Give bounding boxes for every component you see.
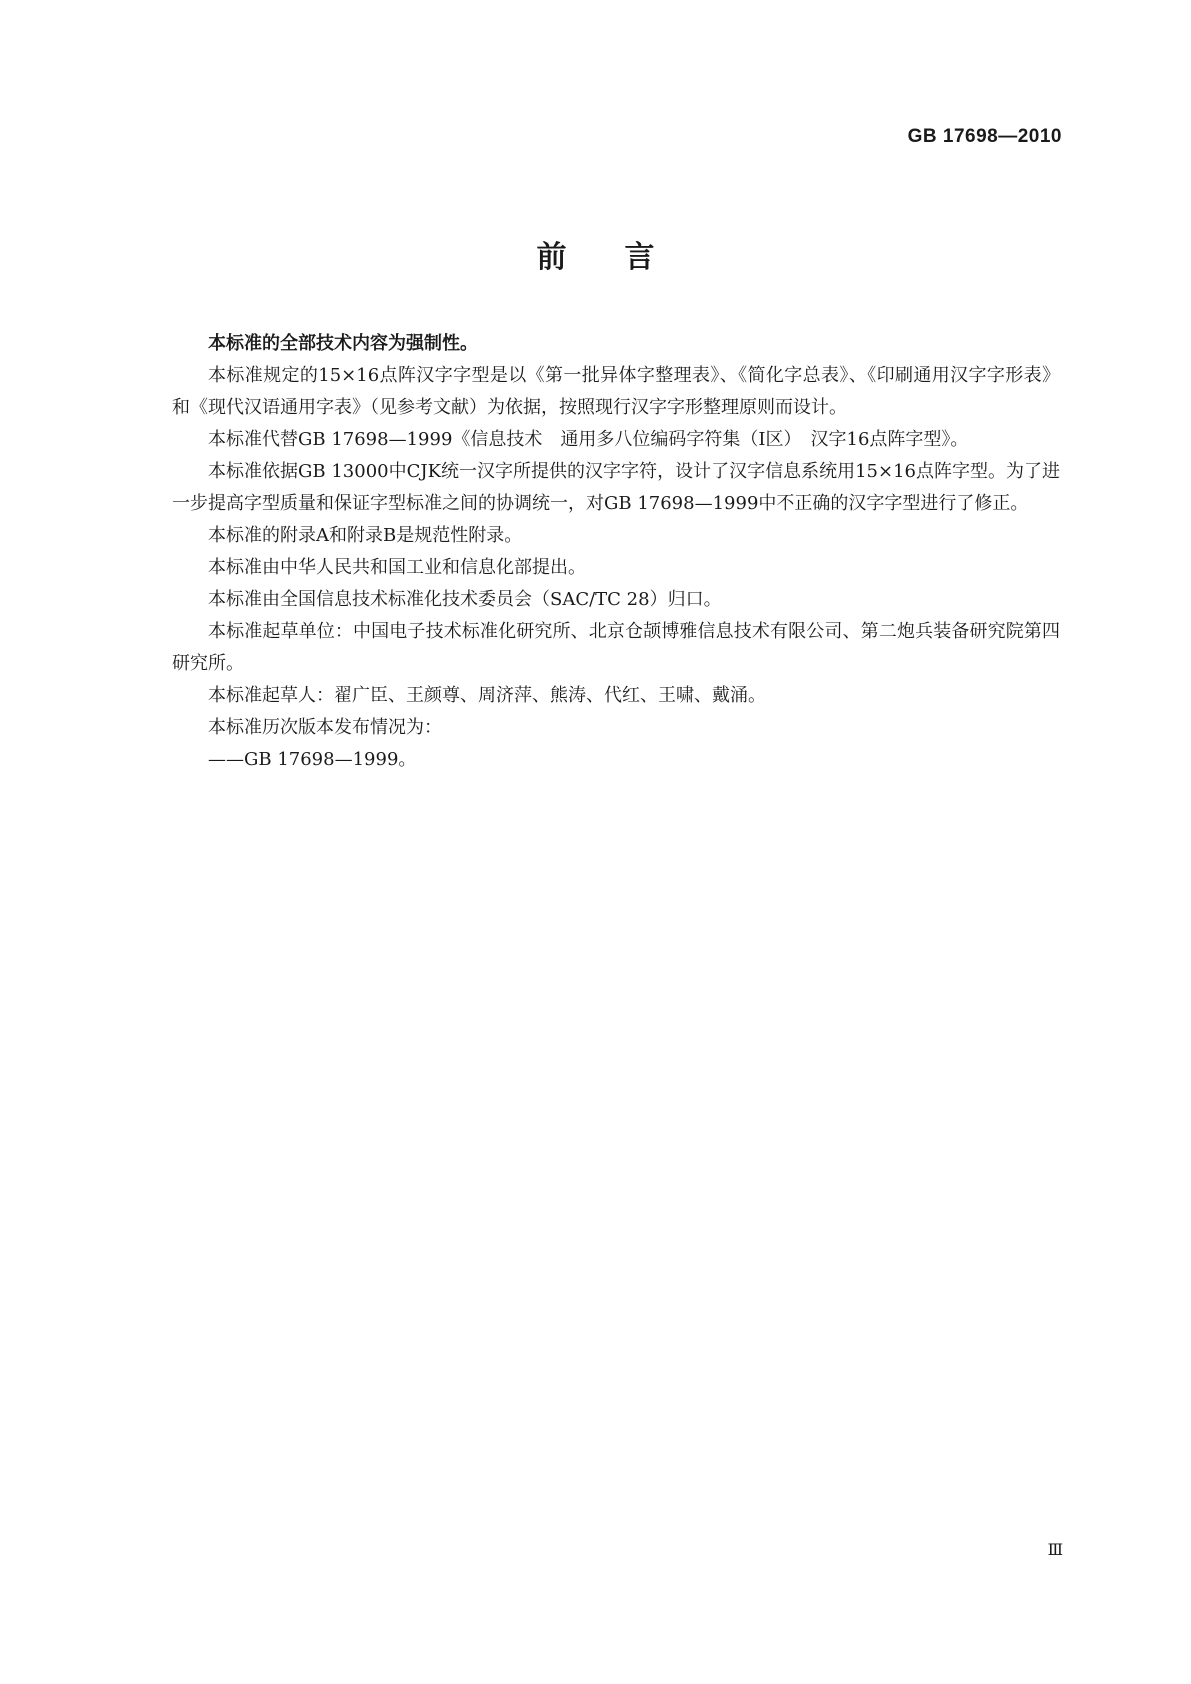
paragraph-drafting-units: 本标准起草单位：中国电子技术标准化研究所、北京仓颉博雅信息技术有限公司、第二炮兵装备研究院第四研究所。: [172, 621, 1060, 674]
paragraph-basis: 本标准规定的15×16点阵汉字字型是以《第一批异体字整理表》、《简化字总表》、《印刷通用汉字字形表》和《现代汉语通用字表》（见参考文献）为依据，按照现行汉字字形整理原则而设计。: [172, 365, 1060, 418]
page-title: 前言: [536, 240, 713, 275]
foreword-body: [172, 328, 1060, 776]
standard-number: GB 17698—2010: [907, 126, 1062, 147]
page-number: Ⅲ: [1047, 1540, 1063, 1559]
paragraph-annexes: 本标准的附录A和附录B是规范性附录。: [208, 525, 523, 546]
paragraph-design: 本标准依据GB 13000中CJK统一汉字所提供的汉字字符，设计了汉字信息系统用15×16点阵字型。为了进一步提高字型质量和保证字型标准之间的协调统一，对GB 17698—1999中不正确的汉字字型进行了修正。: [172, 461, 1060, 514]
paragraph-proposed-by: 本标准由中华人民共和国工业和信息化部提出。: [208, 557, 586, 578]
paragraph-history-intro: 本标准历次版本发布情况为：: [208, 717, 442, 738]
paragraph-drafters: 本标准起草人：翟广臣、王颜尊、周济萍、熊涛、代红、王啸、戴涌。: [208, 685, 766, 706]
paragraph-centralized-by: 本标准由全国信息技术标准化技术委员会（SAC/TC 28）归口。: [208, 589, 722, 610]
history-item: ——GB 17698—1999。: [208, 749, 417, 770]
paragraph-replaces: 本标准代替GB 17698—1999《信息技术 通用多八位编码字符集（I区） 汉字16点阵字型》。: [208, 429, 969, 450]
mandatory-statement: 本标准的全部技术内容为强制性。: [208, 333, 478, 354]
